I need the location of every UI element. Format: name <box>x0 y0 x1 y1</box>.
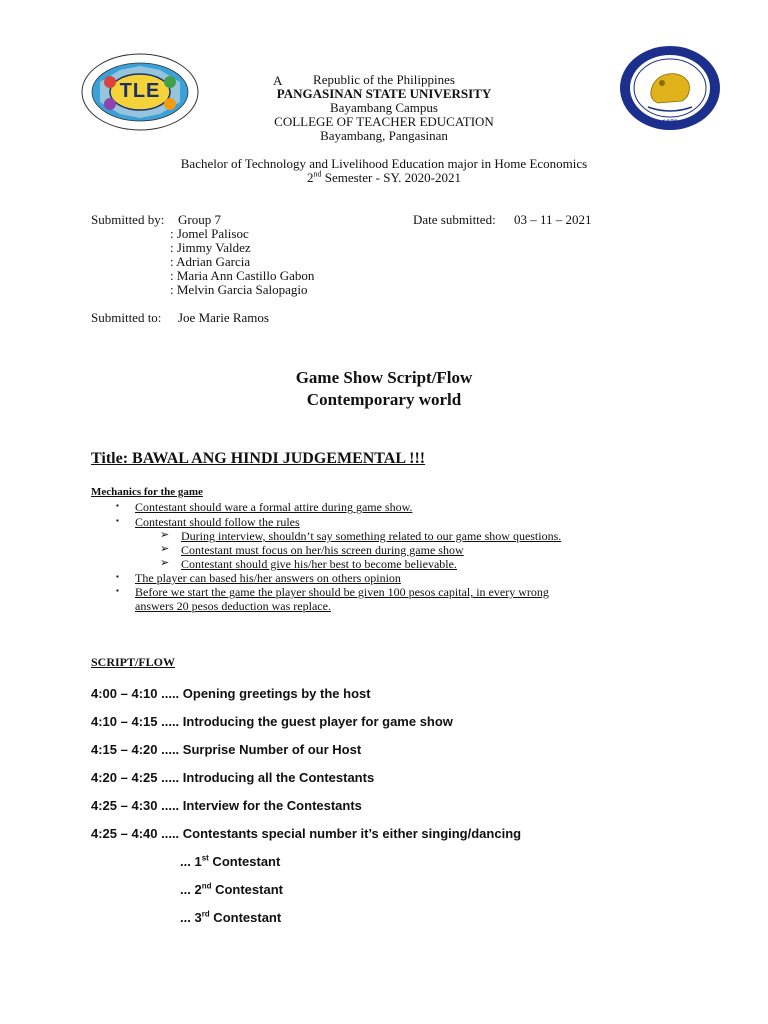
header-country: Republic of the Philippines <box>313 72 455 87</box>
member-item: : Jomel Palisoc <box>170 226 249 241</box>
psu-seal-year: 1979 <box>662 118 678 127</box>
group-name: Group 7 <box>178 212 221 227</box>
schedule-row: 4:15 – 4:20 ..... Surprise Number of our Host <box>91 742 362 757</box>
bullet-icon: ▪ <box>116 516 119 525</box>
doc-subheading: Contemporary world <box>306 390 462 409</box>
arrow-bullet-icon: ➢ <box>160 557 170 569</box>
arrow-bullet-icon: ➢ <box>160 543 170 555</box>
member-item: : Melvin Garcia Salopagio <box>170 282 308 297</box>
submitted-to-value: Joe Marie Ramos <box>178 310 269 325</box>
header-semester: 2nd Semester - SY. 2020-2021 <box>306 169 461 185</box>
bullet-icon: ▪ <box>116 586 119 595</box>
mechanics-item-continued: answers 20 pesos deduction was replace. <box>135 599 331 613</box>
doc-title: Title: BAWAL ANG HINDI JUDGEMENTAL !!! <box>91 450 426 467</box>
submitted-by-label: Submitted by: <box>91 212 165 227</box>
contestant-row: ... 3rd Contestant <box>180 909 282 925</box>
header-university: PANGASINAN STATE UNIVERSITY <box>276 86 492 101</box>
schedule-row: 4:20 – 4:25 ..... Introducing all the Contestants <box>91 770 375 785</box>
header-college: COLLEGE OF TEACHER EDUCATION <box>274 114 494 129</box>
header-prefix: A <box>273 73 283 88</box>
schedule-row: 4:25 – 4:30 ..... Interview for the Contestants <box>91 798 362 813</box>
header-location: Bayambang, Pangasinan <box>320 128 448 143</box>
header-program: Bachelor of Technology and Livelihood Education major in Home Economics <box>180 156 588 171</box>
mechanics-subitem: Contestant must focus on her/his screen during game show <box>181 543 464 557</box>
submitted-to-label: Submitted to: <box>91 310 162 325</box>
contestant-row: ... 1st Contestant <box>180 853 281 869</box>
doc-heading: Game Show Script/Flow <box>295 368 473 387</box>
member-item: : Maria Ann Castillo Gabon <box>170 268 315 283</box>
schedule-row: 4:00 – 4:10 ..... Opening greetings by the host <box>91 686 371 701</box>
mechanics-heading: Mechanics for the game <box>91 486 203 498</box>
arrow-bullet-icon: ➢ <box>160 529 170 541</box>
date-submitted-label: Date submitted: <box>413 212 496 227</box>
mechanics-item: The player can based his/her answers on others opinion <box>135 571 401 585</box>
tle-logo-text: TLE <box>119 80 161 102</box>
mechanics-item: Contestant should ware a formal attire during game show. <box>135 500 413 514</box>
mechanics-subitem: Contestant should give his/her best to become believable. <box>181 557 457 571</box>
bullet-icon: ▪ <box>116 572 119 581</box>
schedule-row: 4:10 – 4:15 ..... Introducing the guest player for game show <box>91 714 453 729</box>
header-campus: Bayambang Campus <box>330 100 438 115</box>
mechanics-item: Contestant should follow the rules <box>135 515 300 529</box>
bullet-icon: ▪ <box>116 501 119 510</box>
date-submitted-value: 03 – 11 – 2021 <box>514 212 592 227</box>
contestant-row: ... 2nd Contestant <box>180 881 283 897</box>
mechanics-item: Before we start the game the player should be given 100 pesos capital, in every wrong <box>135 585 549 599</box>
schedule-row: 4:25 – 4:40 ..... Contestants special number it’s either singing/dancing <box>91 826 522 841</box>
member-item: : Adrian Garcia <box>170 254 251 269</box>
mechanics-subitem: During interview, shouldn’t say something related to our game show questions. <box>181 529 562 543</box>
member-item: : Jimmy Valdez <box>170 240 251 255</box>
script-heading: SCRIPT/FLOW <box>91 655 176 669</box>
